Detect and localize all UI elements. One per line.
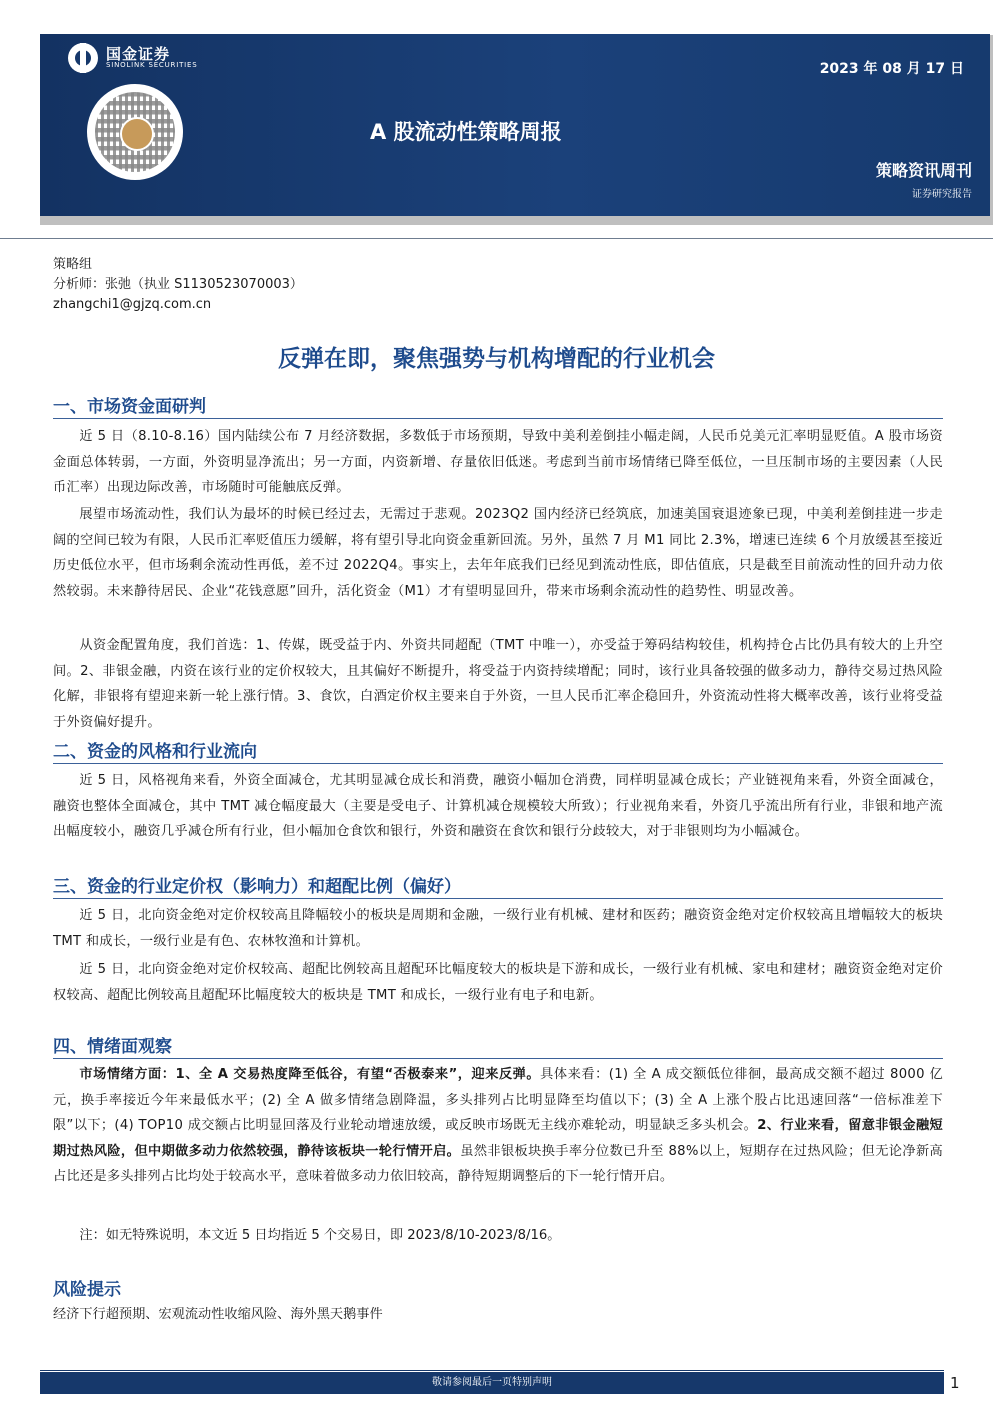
author-analyst: 分析师：张弛（执业 S1130523070003） xyxy=(53,277,303,292)
section-1-paragraph: 从资金配置角度，我们首选：1、传媒，既受益于内、外资共同超配（TMT 中唯一），亦受益于筹码结构较佳，机构持仓占比仍具有较大的上升空间。2、非银金融，内资在该行业的定价权较大，且其偏好不断提升，将受益于内资持续增配；同时，该行业具备较强的做多动力，静待交易过热风险化解，非银将有望迎来新一轮上涨行情。3、食饮，白酒定价权主要来自于外资，一旦人民币汇率企稳回升，外资流动性将大概率改善，该行业将受益于外资偏好提升。 xyxy=(53,638,943,730)
section-title-3: 三、资金的行业定价权（影响力）和超配比例（偏好） xyxy=(53,876,943,899)
note: 注：如无特殊说明，本文近 5 日均指近 5 个交易日，即 2023/8/10-2023/8/16。 xyxy=(79,1228,561,1243)
author-group: 策略组 xyxy=(53,257,93,272)
divider xyxy=(0,238,993,239)
footer-disclaimer[interactable]: 敬请参阅最后一页特别声明 xyxy=(40,1372,944,1394)
author-block xyxy=(53,255,303,315)
author-email[interactable]: zhangchi1@gjzq.com.cn xyxy=(53,297,212,312)
section-4-paragraph xyxy=(53,1062,943,1190)
qr-code-icon xyxy=(87,84,183,180)
company-logo xyxy=(68,43,197,73)
section-3-paragraph: 近 5 日，北向资金绝对定价权较高且降幅较小的板块是周期和金融，一级行业有机械、建材和医药；融资资金绝对定价权较高且增幅较大的板块 TMT 和成长，一级行业是有色、农林牧渔和计算机。 xyxy=(53,908,943,949)
logo-cn: 国金证券 xyxy=(106,44,171,63)
section-1-paragraph: 近 5 日（8.10-8.16）国内陆续公布 7 月经济数据，多数低于市场预期，导致中美利差倒挂小幅走阔，人民币兑美元汇率明显贬值。A 股市场资金面总体转弱，一方面，外资明显净流出；另一方面，内资新增、存量依旧低迷。考虑到当前市场情绪已降至低位，一旦压制市场的主要因素（人民币汇率）出现边际改善，市场随时可能触底反弹。 xyxy=(53,429,943,496)
headline: 反弹在即，聚焦强势与机构增配的行业机会 xyxy=(278,346,715,372)
logo-en: SINOLINK SECURITIES xyxy=(106,61,198,70)
section-2-paragraph: 近 5 日，风格视角来看，外资全面减仓，尤其明显减仓成长和消费，融资小幅加仓消费，同样明显减仓成长；产业链视角来看，外资全面减仓，融资也整体全面减仓，其中 TMT 减仓幅度最大（主要是受电子、计算机减仓规模较大所致）；行业视角来看，外资几乎流出所有行业，非银和地产流出幅度较小，融资几乎减仓所有行业，但小幅加仓食饮和银行，外资和融资在食饮和银行分歧较大，对于非银则均为小幅减仓。 xyxy=(53,773,943,840)
section-title-2: 二、资金的风格和行业流向 xyxy=(53,741,943,764)
report-type: 策略资讯周刊 xyxy=(875,161,972,180)
logo-mark-icon xyxy=(68,43,98,73)
sentiment-text-1: 具体来看：(1) 全 A 成交额低位徘徊，最高成交额不超过 8000 亿元，换手率接近今年来最低水平；(2) 全 A 做多情绪急剧降温，多头排列占比明显降至均值以下；(3) 全 A 上涨个股占比迅速回落“一倍标准差下限”以下；(4) TOP10 成交额占比明显回落及行业轮动增速放缓，或反映市场既无主线亦难轮动，明显缺乏多头机会。 xyxy=(53,1067,943,1134)
sentiment-text-2: 虽然非银板块换手率分位数已升至 88%以上，短期存在过热风险；但无论净新高占比还是多头排列占比均处于较高水平，意味着做多动力依旧较高，静待短期调整后的下一轮行情开启。 xyxy=(53,1143,944,1185)
section-1-paragraph: 展望市场流动性，我们认为最坏的时候已经过去，无需过于悲观。2023Q2 国内经济已经筑底，加速美国衰退迹象已现，中美利差倒挂进一步走阔的空间已较为有限，人民币汇率贬值压力缓解，将有望引导北向资金重新回流。另外，虽然 7 月 M1 同比 2.3%，增速已连续 6 个月放缓甚至接近历史低位水平，但市场剩余流动性再低，差不过 2022Q4。事实上，去年年底我们已经见到流动性底，即估值底，只是截至目前流动性的回升动力依然较弱。未来静待居民、企业“花钱意愿”回升，活化资金（M1）才有望明显回升，带来市场剩余流动性的趋势性、明显改善。 xyxy=(53,507,943,599)
section-title-1: 一、市场资金面研判 xyxy=(53,396,943,419)
report-subtype: 证券研究报告 xyxy=(912,189,972,200)
report-date: 2023 年 08 月 17 日 xyxy=(819,61,964,77)
sentiment-lead-2: 2、行业来看，留意非银金融短期过热风险，但中期做多动力依然较强，静待该板块一轮行情开启。 xyxy=(53,1118,943,1159)
section-3-paragraph: 近 5 日，北向资金绝对定价权较高、超配比例较高且超配环比幅度较大的板块是下游和成长，一级行业有机械、家电和建材；融资资金绝对定价权较高、超配比例较高且超配环比幅度较大的板块是 TMT 和成长，一级行业有电子和电新。 xyxy=(53,962,943,1003)
sentiment-lead-1: 市场情绪方面：1、全 A 交易热度降至低谷，有望“否极泰来”，迎来反弹。 xyxy=(79,1067,541,1082)
header-banner xyxy=(40,34,990,216)
section-title-4: 四、情绪面观察 xyxy=(53,1036,943,1059)
page-number: 1 xyxy=(950,1374,960,1392)
report-title: A 股流动性策略周报 xyxy=(370,120,562,144)
risk-text: 经济下行超预期、宏观流动性收缩风险、海外黑天鹅事件 xyxy=(53,1307,383,1322)
risk-title: 风险提示 xyxy=(53,1280,121,1300)
